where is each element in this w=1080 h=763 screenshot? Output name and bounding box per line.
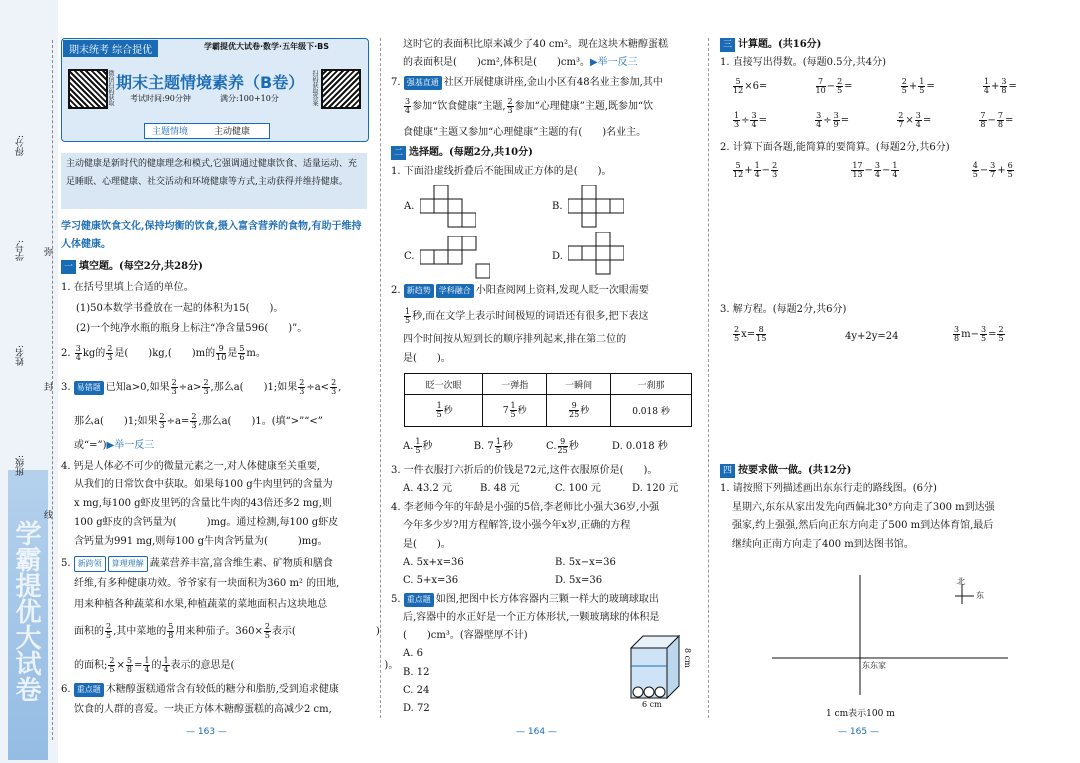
q6-link[interactable]: ▶举一反三 (589, 57, 638, 68)
q7-line3: 食健康”主题又参加“心理健康”主题的有( )名业主。 (403, 127, 647, 138)
s5-option-a: A. 6 (403, 648, 423, 659)
qr-right-label: 扫码获取答案 (311, 70, 318, 106)
s3-option-d: D. 120 元 (632, 483, 679, 494)
s4-option-d: D. 5x=36 (555, 575, 603, 586)
q3-line1: 3. 易错题 已知a>0,如果 $\frac{2}{3}$ ÷a> $\frac{2}{3}$ ,那么a( )1;如果 $\frac{2}{3}$ ÷a< $\frac{2}{3}$ , (61, 378, 342, 396)
theme-name: 主动健康 (214, 127, 251, 137)
q5-line5: 的面积; $\frac{2}{5}$ × $\frac{5}{8}$ = $\frac{1}{4}$ 的 $\frac{1}{4}$ 表示的意思是( )。 (74, 656, 399, 674)
draw-1-line1: 星期六,东东从家出发先向西偏北30°方向走了300 m到达强 (732, 502, 995, 513)
cube-net-c (420, 236, 490, 280)
table-cell: $\frac{9}{25}$ 秒 (547, 395, 611, 427)
table-header-cell: 一刹那 (611, 374, 692, 395)
qr-left (68, 69, 108, 109)
route-grid (770, 570, 1010, 700)
calc-1-row2: $\frac{1}{3}$ ÷ $\frac{3}{4}$ = $\frac{3}{4}$ ÷ $\frac{3}{9}$ = $\frac{2}{7}$ × $\frac{3}{4}$ = $\frac{7}{8}$ − $\frac{7}{8}$ = (734, 111, 1014, 129)
table-cell: 7 $\frac{1}{5}$ 秒 (483, 395, 547, 427)
q4b: 从我们的日常饮食中获取。如果每100 g牛肉里钙的含量为 (74, 479, 333, 490)
table-cell: 0.018 秒 (611, 395, 692, 427)
s4-option-b: B. 5x−x=36 (555, 557, 616, 568)
s2-line3: 四个时间按从短到长的顺序排列起来,排在第二位的 (403, 334, 627, 345)
draw-1-title: 1. 请按照下列描述画出东东行走的路线图。(6分) (720, 483, 937, 494)
time-table-row (405, 395, 692, 427)
s5-option-d: D. 72 (403, 703, 430, 714)
option-b-label: B. (552, 201, 563, 212)
calc-2-row: $\frac{5}{12}$ + $\frac{1}{4}$ − $\frac{2}{3}$ $\frac{17}{13}$ − $\frac{3}{4}$ − $\frac{1}{4}$ $\frac{4}{5}$ − $\frac{3}{7}$ + $\frac{6}{5}$ (733, 161, 1013, 179)
header-badge: 期末统考 综合提优 (63, 40, 158, 57)
calc-1-title: 1. 直接写出得数。(每题0.5分,共4分) (720, 57, 886, 68)
s2-options: A. $\frac{1}{5}$ 秒 B. 7 $\frac{1}{5}$ 秒 C. $\frac{9}{25}$ 秒 D. 0.018 秒 (403, 437, 668, 455)
section-2-heading: 二 选择题。(每题2分,共10分) (391, 146, 533, 160)
seal-xian: 线 (44, 511, 54, 521)
table-header-cell: 一瞬间 (547, 374, 611, 395)
s5-option-c: C. 24 (403, 685, 430, 696)
compass-north: 北 (957, 577, 965, 586)
series-label: 学霸提优大试卷·数学·五年级下·BS (204, 42, 329, 51)
label-name: 姓名: (16, 345, 26, 367)
equation-2: 4y+2y=24 (845, 331, 899, 342)
page-divider-1 (380, 38, 381, 718)
intro-text: 主动健康是新时代的健康理念和模式,它强调通过健康饮食、适量运动、充足睡眠、心理健康、社交活动和环境健康等方式,主动获得并维持健康。 (66, 159, 357, 187)
s2-line1: 2. 新趋势 学科融合 小阳查阅网上资料,发现人眨一次眼需要 (391, 285, 649, 296)
cube-net-b (568, 185, 624, 229)
s4-option-c: C. 5+x=36 (403, 575, 459, 586)
s3-option-c: C. 100 元 (555, 483, 601, 494)
option-d-label: D. (552, 251, 563, 262)
label-score: 得分: (16, 135, 26, 157)
time-table-header (405, 374, 692, 395)
s3-option-b: B. 48 元 (480, 483, 520, 494)
seal-feng: 封 (44, 383, 54, 393)
section-4-heading: 四 按要求做一做。(共12分) (720, 464, 851, 478)
q5-line1: 5. 新跨领 算理理解 蔬菜营养丰富,富含维生素、矿物质和膳食 (61, 556, 333, 572)
draw-1-line3: 继续向正南方向走了400 m到达图书馆。 (732, 539, 914, 550)
exam-score: 满分:100+10分 (220, 94, 279, 103)
q6-cont2: 的表面积是( )cm²,体积是( )cm³。▶举一反三 (403, 57, 638, 68)
page-divider-2 (708, 38, 709, 718)
table-header-cell: 一弹指 (483, 374, 547, 395)
seal-mi: 弥 (44, 248, 54, 258)
seal-line (52, 40, 53, 740)
s4-line2: 今年多少岁?用方程解答,设小强今年x岁,正确的方程 (403, 520, 631, 531)
q5-line3: 用来种植各种蔬菜和水果,种植蔬菜的菜地面积占这块地总 (74, 599, 328, 610)
compass-east: 东 (976, 591, 984, 600)
s5-line3: ( )cm³。(容器壁厚不计) (403, 630, 528, 641)
s2-line2: $\frac{1}{5}$ 秒,而在文学上表示时间极短的词语还有很多,把下表这 (405, 307, 649, 325)
table-header-cell: 眨一次眼 (405, 374, 483, 395)
home-label: 东东家 (862, 661, 886, 670)
s4-line3: 是( )。 (403, 539, 451, 550)
section-3-heading: 三 计算题。(共16分) (720, 38, 821, 52)
figure-width-label: 6 cm (642, 700, 662, 709)
q6-cont1: 这时它的表面积比原来减少了40 cm²。现在这块木糖醇蛋糕 (403, 39, 668, 50)
q4d: 100 g虾皮的含钙量为( )mg。通过检测,每100 g虾皮 (74, 517, 339, 528)
binding-brand-text: 学霸提优大试卷 (11, 520, 41, 702)
theme-line: 学习健康饮食文化,保持均衡的饮食,摄入富含营养的食物,有助于维持人体健康。 (61, 221, 362, 250)
draw-1-line2: 强家,约上强强,然后向正东方向走了500 m到达体育馆,最后 (732, 520, 994, 531)
figure-height-label: 8 cm (683, 648, 692, 668)
q4c: x mg,每100 g虾皮里钙的含量比牛肉的43倍还多2 mg,则 (74, 498, 332, 509)
exam-time: 考试时间:90分钟 (130, 94, 191, 103)
calc-2-title: 2. 计算下面各题,能简算的要简算。(每题2分,共6分) (720, 142, 950, 153)
qr-left-label: 微信扫码获取 (107, 70, 114, 106)
time-table (404, 373, 692, 427)
container-figure (625, 628, 685, 706)
s5-option-b: B. 12 (403, 667, 430, 678)
q4e: 含钙量为991 mg,则每100 g牛肉含钙量为( )mg。 (74, 536, 328, 547)
q6-line1: 6. 重点题 木糖醇蛋糕通常含有较低的糖分和脂肪,受到追求健康 (61, 684, 339, 695)
s5-line1: 5. 重点题 如图,把图中长方体容器内三颗一样大的玻璃球取出 (391, 594, 659, 605)
s4-option-a: A. 5x+x=36 (403, 557, 464, 568)
cube-net-a (420, 185, 476, 229)
calc-1-row1: $\frac{5}{12}$ ×6= $\frac{7}{10}$ − $\frac{2}{5}$ = $\frac{2}{5}$ + $\frac{1}{5}$ = $\frac{1}{4}$ + $\frac{3}{8}$ = (733, 77, 1017, 95)
equation-3: $\frac{3}{8}$ m− $\frac{3}{5}$ = $\frac{2}{5}$ (954, 325, 1004, 343)
q4a: 4. 钙是人体必不可少的微量元素之一,对人体健康至关重要, (61, 461, 321, 472)
q5-line2: 纤维,有多种健康功效。爷爷家有一块面积为360 m² 的田地, (74, 578, 340, 589)
s5-line2: 后,容器中的水正好是一个正方体形状,一颗玻璃球的体积是 (403, 612, 660, 623)
s1: 1. 下面沿虚线折叠后不能围成正方体的是( )。 (391, 166, 612, 177)
q5-line4: 面积的 $\frac{2}{5}$ ,其中菜地的 $\frac{5}{8}$ 用来种茄子。360× $\frac{2}{5}$ 表示( ) (74, 622, 380, 640)
q6-line2: 饮食的人群的喜爱。一块正方体木糖醇蛋糕的高减少2 cm, (74, 704, 332, 715)
option-c-label: C. (404, 251, 415, 262)
theme-label: 主题情境 (152, 127, 189, 137)
q1a: (1)50本数学书叠放在一起的体积为15( )。 (76, 303, 284, 314)
page-number-164: — 164 — (516, 727, 557, 737)
equation-1: $\frac{2}{5}$ x= $\frac{8}{15}$ (734, 325, 767, 343)
q7-line2: $\frac{3}{4}$ 参加“饮食健康”主题, $\frac{2}{3}$ 参加“心理健康”主题,既参加“饮 (405, 97, 654, 115)
label-class: 班级: (16, 455, 26, 477)
s3-option-a: A. 43.2 元 (403, 483, 453, 494)
cube-net-d (568, 232, 624, 276)
q2: 2. $\frac{3}{4}$ kg的 $\frac{2}{3}$ 是( )kg,( )m的 $\frac{9}{10}$ 是 $\frac{5}{6}$ m。 (61, 344, 266, 362)
label-student-id: 学号: (16, 240, 26, 262)
table-cell: $\frac{1}{5}$ 秒 (405, 395, 483, 427)
page-number-165: — 165 — (838, 727, 879, 737)
page-number-163: — 163 — (186, 727, 227, 737)
q3-line2: 那么a( )1;如果 $\frac{2}{3}$ ÷a= $\frac{2}{3}$ ,那么a( )1。(填“>”“<” (74, 412, 323, 430)
net-a-sq (420, 199, 434, 213)
scale-label: 1 cm表示100 m (826, 709, 895, 719)
s4-line1: 4. 李老师今年的年龄是小强的5倍,李老师比小强大36岁,小强 (391, 502, 660, 513)
qr-right (321, 69, 361, 109)
q1b: (2)一个纯净水瓶的瓶身上标注“净含量596( )”。 (76, 323, 308, 334)
calc-3-title: 3. 解方程。(每题2分,共6分) (720, 304, 847, 315)
q3-link[interactable]: ▶举一反三 (106, 440, 155, 451)
q1: 1. 在括号里填上合适的单位。 (61, 282, 194, 293)
s2-line4: 是( )。 (403, 353, 451, 364)
exam-title: 期末主题情境素养（B卷） (116, 73, 305, 92)
section-1-heading: 一 填空题。(每空2分,共28分) (61, 260, 203, 274)
s3: 3. 一件衣服打六折后的价钱是72元,这件衣服原价是( )。 (391, 465, 658, 476)
q7-line1: 7. 强基直通 社区开展健康讲座,金山小区有48名业主参加,其中 (391, 77, 663, 88)
option-a-label: A. (404, 201, 415, 212)
q3-line3: 或“=”)▶举一反三 (74, 440, 155, 451)
